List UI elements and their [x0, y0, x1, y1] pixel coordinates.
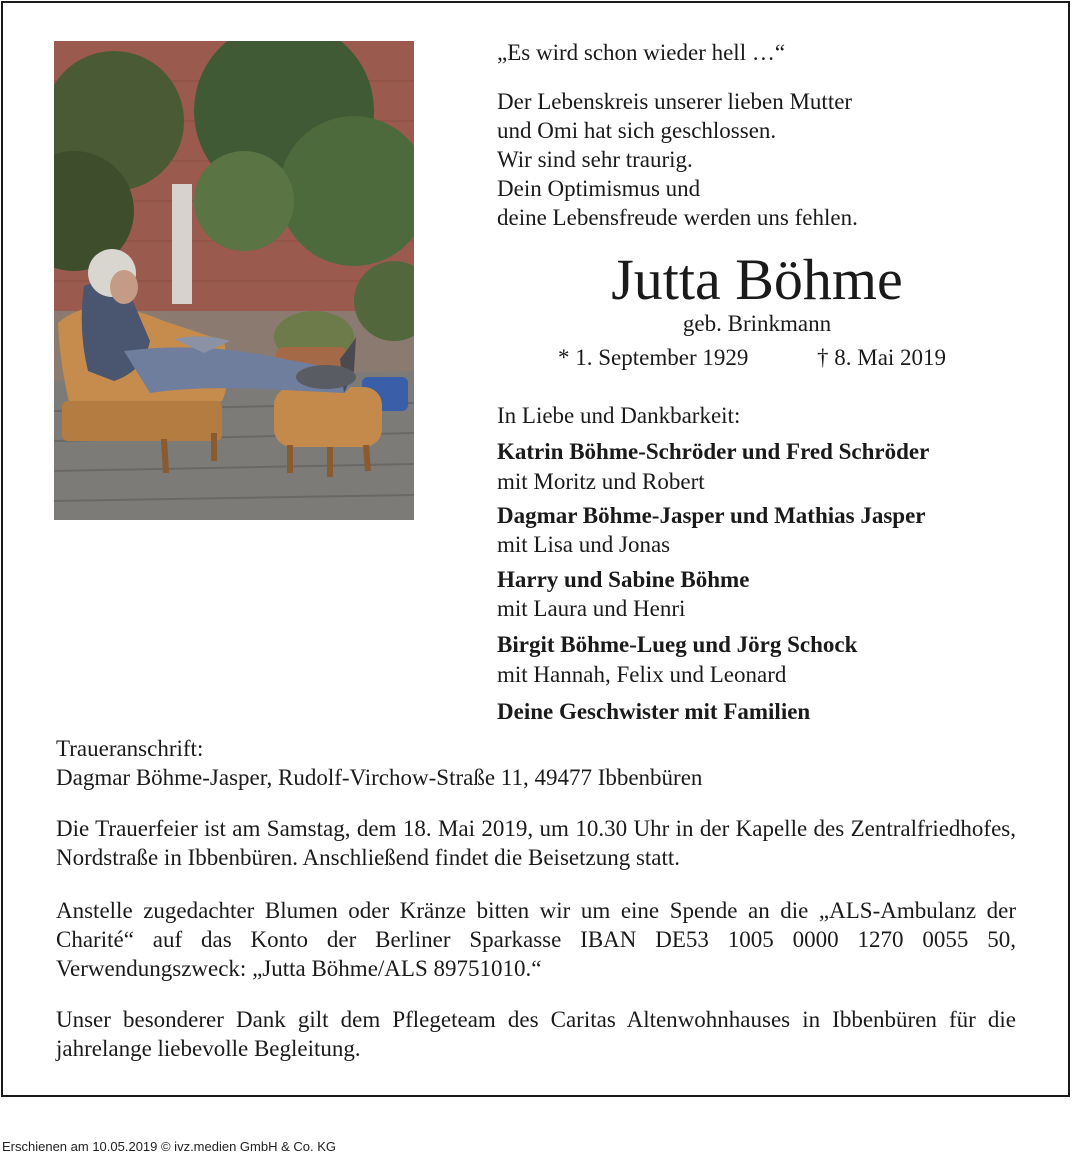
- family-children: mit Laura und Henri: [497, 596, 686, 621]
- maiden-name: geb. Brinkmann: [682, 311, 832, 336]
- family-names: Harry und Sabine Böhme: [497, 567, 750, 592]
- deceased-name: Jutta Böhme: [611, 247, 903, 312]
- poem-line: Dein Optimismus und: [497, 176, 701, 201]
- family-names: Dagmar Böhme-Jasper und Mathias Jasper: [497, 503, 926, 528]
- family-children: mit Moritz und Robert: [497, 469, 705, 494]
- family-children: mit Hannah, Felix und Leonard: [497, 662, 787, 687]
- family-children: mit Lisa und Jonas: [497, 532, 671, 557]
- publication-footer: Erschienen am 10.05.2019 © ivz.medien GmbH & Co. KG: [2, 1139, 337, 1154]
- family-names: Katrin Böhme-Schröder und Fred Schröder: [497, 439, 930, 464]
- thanks-notice: Unser besonderer Dank gilt dem Pflegeteam des Caritas Altenwohnhauses in Ibbenbüren für die jahrelange liebevolle Begleitung.: [56, 1007, 1016, 1061]
- poem-line: deine Lebensfreude werden uns fehlen.: [497, 205, 858, 230]
- poem: [497, 87, 858, 232]
- address-value: Dagmar Böhme-Jasper, Rudolf-Virchow-Straße 11, 49477 Ibbenbüren: [56, 765, 703, 790]
- family-names: Birgit Böhme-Lueg und Jörg Schock: [497, 632, 858, 657]
- portrait-photo: [54, 41, 414, 520]
- poem-line: und Omi hat sich geschlossen.: [497, 118, 777, 143]
- funeral-notice: Die Trauerfeier ist am Samstag, dem 18. Mai 2019, um 10.30 Uhr in der Kapelle des Zentralfriedhofes, Nordstraße in Ibbenbüren. Anschließend findet die Beisetzung statt.: [56, 816, 1016, 870]
- death-date: † 8. Mai 2019: [817, 345, 947, 370]
- address-label: Traueranschrift:: [56, 736, 204, 761]
- donation-notice: Anstelle zugedachter Blumen oder Kränze bitten wir um eine Spende an die „ALS-Ambulanz der Charité“ auf das Konto der Berliner Sparkasse IBAN DE53 1005 0000 1270 0055 50, Verwendungszweck: „Jutta Böhme/ALS 89751010.“: [56, 898, 1016, 981]
- poem-line: Der Lebenskreis unserer lieben Mutter: [497, 89, 853, 114]
- poem-line: Wir sind sehr traurig.: [497, 147, 693, 172]
- siblings-line: Deine Geschwister mit Familien: [497, 699, 811, 724]
- mourners-intro: In Liebe und Dankbarkeit:: [497, 403, 741, 428]
- birth-date: * 1. September 1929: [558, 345, 749, 370]
- quote: „Es wird schon wieder hell …“: [497, 40, 786, 65]
